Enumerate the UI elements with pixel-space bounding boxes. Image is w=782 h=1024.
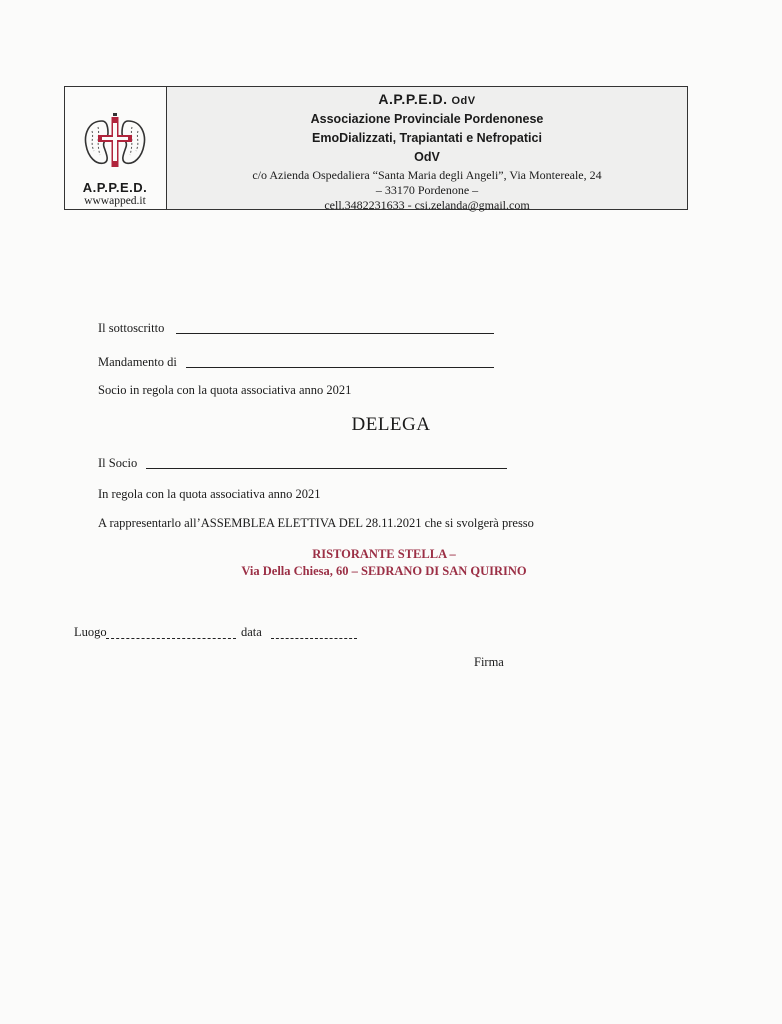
- kidney-cross-logo-icon: [82, 113, 148, 175]
- association-title-suffix: OdV: [451, 95, 476, 107]
- il-socio-label: Il Socio: [98, 456, 138, 470]
- association-address: c/o Azienda Ospedaliera “Santa Maria degli Angeli”, Via Montereale, 24: [252, 168, 602, 182]
- in-regola-text: In regola con la quota associativa anno 2021: [98, 487, 321, 501]
- association-name-line1: Associazione Provinciale Pordenonese: [310, 112, 544, 126]
- logo-name: A.P.P.E.D.: [82, 180, 148, 195]
- logo-block: [65, 87, 167, 209]
- mandamento-label: Mandamento di: [98, 355, 177, 369]
- luogo-field[interactable]: [106, 638, 236, 639]
- letterhead: [64, 86, 688, 210]
- association-title: [167, 91, 687, 107]
- association-name-line3: OdV: [414, 150, 440, 164]
- sottoscritto-label: Il sottoscritto: [98, 321, 165, 335]
- socio-regola-text: Socio in regola con la quota associativa anno 2021: [98, 383, 352, 397]
- venue-name: RISTORANTE STELLA –: [312, 547, 456, 561]
- rappresentarlo-text: A rappresentarlo all’ASSEMBLEA ELETTIVA DEL 28.11.2021 che si svolgerà presso: [98, 516, 534, 530]
- association-city: – 33170 Pordenone –: [375, 183, 479, 197]
- association-name-line2: EmoDializzati, Trapiantati e Nefropatici: [312, 131, 542, 145]
- luogo-label: Luogo: [74, 625, 107, 639]
- firma-label: Firma: [474, 655, 504, 669]
- mandamento-field[interactable]: [186, 367, 494, 368]
- association-contacts: cell.3482231633 - csi.zelanda@gmail.com: [324, 198, 530, 212]
- il-socio-field[interactable]: [146, 468, 507, 469]
- association-info: [167, 87, 687, 212]
- logo-website: wwwapped.it: [84, 195, 146, 207]
- venue-address: Via Della Chiesa, 60 – SEDRANO DI SAN QUIRINO: [241, 564, 527, 578]
- delega-title: DELEGA: [351, 414, 431, 435]
- data-label: data: [241, 625, 262, 639]
- association-acronym: A.P.P.E.D.: [378, 91, 448, 107]
- sottoscritto-field[interactable]: [176, 333, 494, 334]
- data-field[interactable]: [271, 638, 357, 639]
